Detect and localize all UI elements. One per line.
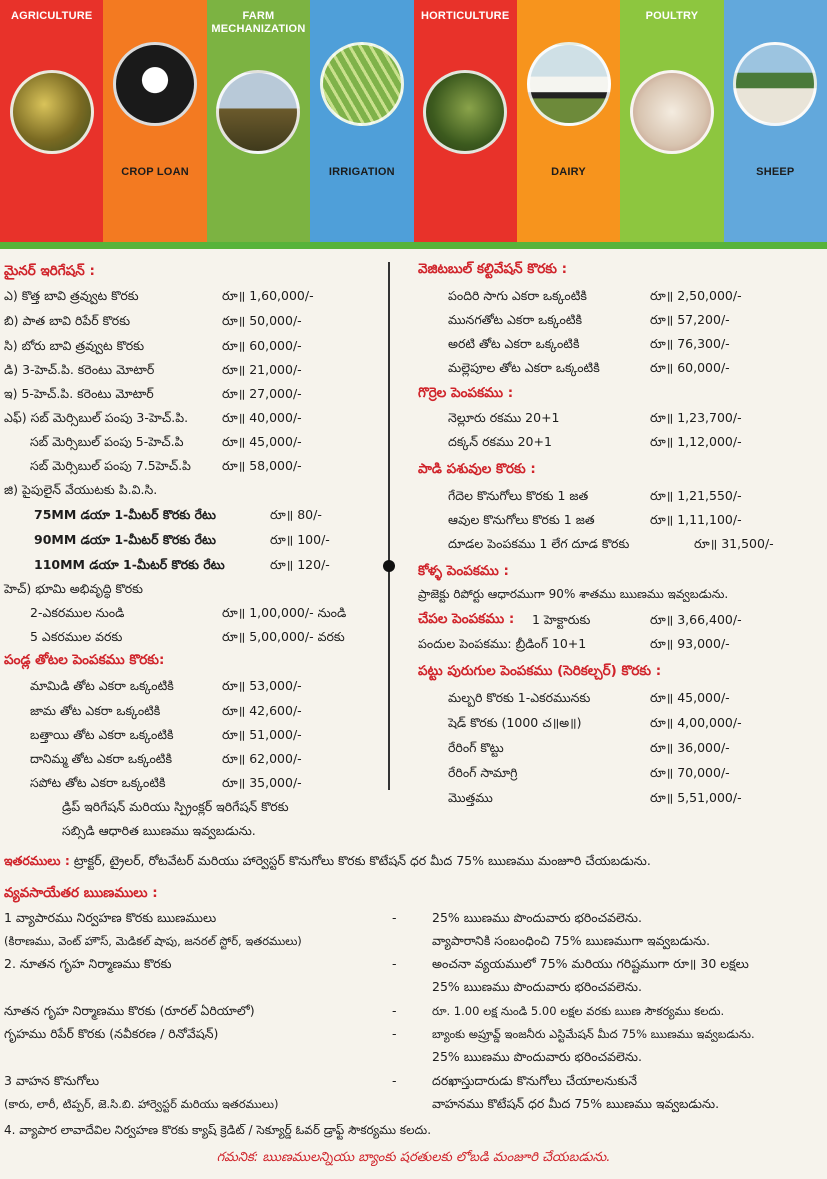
- list-item-amount: రూ॥ 51,000/-: [222, 727, 302, 742]
- list-item-amount: రూ॥ 36,000/-: [650, 740, 730, 755]
- business-right: 25% ఋణము పొందువారు భరించవలెను.: [432, 910, 642, 925]
- list-item-label: సి) బోరు బావి త్రవ్వుట కొరకు: [4, 338, 145, 353]
- vegetable-heading: వెజిటబుల్ కల్టివేషన్ కొరకు :: [418, 261, 568, 277]
- list-item-label: షెడ్ కొరకు (1000 చ॥అ॥): [448, 715, 582, 730]
- list-item-label: నెల్లూరు రకము 20+1: [448, 410, 560, 425]
- list-item-label: సపోట తోట ఎకరా ఒక్కంటికి: [30, 775, 166, 790]
- cow-photo-icon: [527, 42, 611, 126]
- list-item-amount: రూ॥ 42,600/-: [222, 703, 302, 718]
- drip-note-line: డ్రిప్ ఇరిగేషన్ మరియు స్ప్రింక్లర్ ఇరిగేషన్ కొరకు: [62, 799, 289, 814]
- list-item-label: రేరింగ్ సామాగ్రి: [448, 765, 518, 780]
- business-heading: వ్యవసాయేతర ఋణములు :: [4, 885, 158, 901]
- minor-irrigation-heading: మైనర్ ఇరిగేషన్ :: [4, 263, 95, 279]
- list-item-amount: రూ॥ 60,000/-: [650, 360, 730, 375]
- fish-amount: రూ॥ 3,66,400/-: [650, 612, 742, 627]
- list-item-label: బత్తాయి తోట ఎకరా ఒక్కంటికి: [30, 727, 174, 742]
- column-divider: [388, 262, 390, 790]
- list-item-amount: రూ॥ 31,500/-: [694, 536, 774, 551]
- dash: -: [392, 1003, 397, 1018]
- list-item-label: సబ్ మెర్సిబుల్ పంపు 5-హెచ్.పి: [30, 434, 184, 449]
- list-item-amount: రూ॥ 27,000/-: [222, 386, 302, 401]
- band-label: POULTRY: [645, 10, 699, 22]
- business-right: అంచనా వ్యయములో 75% మరియు గరిష్టముగా రూ॥ 30 లక్షలు: [432, 956, 749, 971]
- band-poultry[interactable]: [620, 0, 723, 246]
- list-item-label: గేదెల కొనుగోలు కొరకు 1 జత: [448, 488, 589, 503]
- business-left: (కిరాణము, వెంట్ హౌస్, మెడికల్ షాపు, జనరల్ స్టోర్, ఇతరములు): [4, 934, 302, 948]
- list-item-amount: రూ॥ 60,000/-: [222, 338, 302, 353]
- list-item-label: అరటి తోట ఎకరా ఒక్కంటికి: [448, 336, 580, 351]
- list-item-amount: రూ॥ 1,21,550/-: [650, 488, 742, 503]
- tractor-photo-icon: [216, 70, 300, 154]
- sprinkler-photo-icon: [320, 42, 404, 126]
- dash: -: [392, 910, 397, 925]
- list-item-amount: రూ॥ 58,000/-: [222, 458, 302, 473]
- list-item-label: 110MM డయా 1-మీటర్ కొరకు రేటు: [34, 557, 225, 572]
- list-item-amount: రూ॥ 70,000/-: [650, 765, 730, 780]
- list-item-amount: రూ॥ 80/-: [270, 507, 322, 522]
- poultry-heading: కోళ్ళ పెంపకము :: [418, 563, 509, 579]
- others-text: ట్రాక్టర్, ట్రైలర్, రోటవేటర్ మరియు హార్వెస్టర్ కొనుగోలు కొరకు కొటేషన్ ధర మీద 75% ఋణము మంజూరి చేయబడును.: [73, 853, 651, 868]
- band-label: CROP LOAN: [121, 166, 189, 178]
- list-item-label: 90MM డయా 1-మీటర్ కొరకు రేటు: [34, 532, 217, 547]
- list-item-label: మునగతోట ఎకరా ఒక్కంటికి: [448, 312, 583, 327]
- list-item-label: 2-ఎకరముల నుండి: [30, 605, 125, 620]
- band-horticulture[interactable]: [414, 0, 517, 246]
- business-right: దరఖాస్తుదారుడు కొనుగోలు చేయాలనుకునే: [432, 1073, 637, 1088]
- list-item-amount: రూ॥ 57,200/-: [650, 312, 730, 327]
- list-item-label: దక్కన్ రకము 20+1: [448, 434, 552, 449]
- sheep-heading: గొర్రెల పెంపకము :: [418, 385, 514, 401]
- list-item-label: జామ తోట ఎకరా ఒక్కంటికి: [30, 703, 161, 718]
- land-heading: హెచ్) భూమి అభివృద్ధి కొరకు: [4, 581, 143, 596]
- band-dairy[interactable]: [517, 0, 620, 246]
- drip-note-line: సబ్సిడి ఆధారిత ఋణము ఇవ్వబడును.: [62, 823, 256, 838]
- list-item-amount: రూ॥ 5,51,000/-: [650, 790, 742, 805]
- list-item-label: మల్బరి కొరకు 1-ఎకరమునకు: [448, 690, 591, 705]
- maize-photo-icon: [10, 70, 94, 154]
- list-item-label: పందిరి సాగు ఎకరా ఒక్కంటికి: [448, 288, 587, 303]
- band-label: FARM MECHANIZATION: [211, 10, 306, 35]
- orchards-heading: పండ్ల తోటల పెంపకము కొరకు:: [4, 652, 165, 668]
- list-item-label: మొత్తము: [448, 790, 493, 805]
- business-left: (కారు, లారీ, టిప్పర్, జె.సి.బి. హార్వెస్టర్ మరియు ఇతరములు): [4, 1097, 279, 1111]
- sericulture-heading: పట్టు పురుగుల పెంపకము (సెరికల్చర్) కొరకు :: [418, 663, 662, 679]
- business-right: 25% ఋణము పొందువారు భరించవలెను.: [432, 979, 642, 994]
- list-item-amount: రూ॥ 1,11,100/-: [650, 512, 742, 527]
- services-banner: [0, 0, 827, 246]
- list-item-label: ఎఫ్) సబ్ మెర్సిబుల్ పంపు 3-హెచ్.పి.: [4, 410, 189, 425]
- dash: -: [392, 956, 397, 971]
- list-item-amount: రూ॥ 40,000/-: [222, 410, 302, 425]
- list-item-amount: రూ॥ 1,12,000/-: [650, 434, 742, 449]
- list-item-amount: రూ॥ 50,000/-: [222, 313, 302, 328]
- poultry-text: ప్రాజెక్టు రిపోర్టు ఆధారముగా 90% శాతము ఋణము ఇవ్వబడును.: [418, 587, 729, 601]
- list-item-amount: రూ॥ 45,000/-: [222, 434, 302, 449]
- list-item-amount: రూ॥ 76,300/-: [650, 336, 730, 351]
- business-right: వాహనము కొటేషన్ ధర మీద 75% ఋణము ఇవ్వబడును.: [432, 1096, 720, 1111]
- list-item-amount: రూ॥ 100/-: [270, 532, 330, 547]
- fish-heading-extra: 1 హెక్టారుకు: [532, 612, 591, 627]
- pig-amount: రూ॥ 93,000/-: [650, 636, 730, 651]
- dash: -: [392, 1073, 397, 1088]
- list-item-label: దూడల పెంపకము 1 లేగ దూడ కొరకు: [448, 536, 630, 551]
- banner-divider: [0, 242, 827, 249]
- band-sheep[interactable]: [724, 0, 827, 246]
- bullet-dot-icon: [383, 560, 395, 572]
- list-item-label: డి) 3-హెచ్.పి. కరెంటు మోటార్: [4, 362, 155, 377]
- list-item-amount: రూ॥ 1,00,000/- నుండి: [222, 605, 347, 620]
- list-item-label: మామిడి తోట ఎకరా ఒక్కంటికి: [30, 678, 174, 693]
- others-label: ఇతరములు :: [4, 853, 70, 868]
- list-item-label: 75MM డయా 1-మీటర్ కొరకు రేటు: [34, 507, 217, 522]
- footer-note: గమనిక: ఋణములన్నియు బ్యాంకు షరతులకు లోబడి మంజూరి చేయబడును.: [216, 1150, 611, 1165]
- band-crop-loan[interactable]: [103, 0, 206, 246]
- list-item-amount: రూ॥ 1,60,000/-: [222, 288, 314, 303]
- pig-label: పందుల పెంపకము: బ్రీడింగ్ 10+1: [418, 636, 587, 651]
- crop-loan-photo-icon: [113, 42, 197, 126]
- band-agriculture[interactable]: [0, 0, 103, 246]
- dairy-heading: పాడి పశువుల కొరకు :: [418, 461, 536, 477]
- list-item-label: 5 ఎకరముల వరకు: [30, 629, 123, 644]
- list-item-amount: రూ॥ 5,00,000/- వరకు: [222, 629, 345, 644]
- list-item-label: మల్లెపూల తోట ఎకరా ఒక్కంటికి: [448, 360, 600, 375]
- list-item-amount: రూ॥ 62,000/-: [222, 751, 302, 766]
- list-item-label: బి) పాత బావి రిపేర్ కొరకు: [4, 313, 131, 328]
- band-label: DAIRY: [551, 166, 586, 178]
- band-label: IRRIGATION: [328, 166, 395, 178]
- list-item-label: దానిమ్మ తోట ఎకరా ఒక్కంటికి: [30, 751, 172, 766]
- business-right: 25% ఋణము పొందువారు భరించవలెను.: [432, 1049, 642, 1064]
- list-item-amount: రూ॥ 53,000/-: [222, 678, 302, 693]
- business-right: బ్యాంకు అప్రూవ్డ్ ఇంజనీరు ఎస్టిమేషన్ మీద 75% ఋణము ఇవ్వబడును.: [432, 1027, 755, 1041]
- list-item-label: ఆవుల కొనుగోలు కొరకు 1 జత: [448, 512, 595, 527]
- business-left: గృహము రిపేర్ కొరకు (నవీకరణ / రినోవేషన్): [4, 1026, 219, 1041]
- business-left: నూతన గృహ నిర్మాణము కొరకు (రూరల్ ఏరియాలో): [4, 1003, 255, 1018]
- list-item-amount: రూ॥ 2,50,000/-: [650, 288, 742, 303]
- others-line: [4, 853, 651, 869]
- business-item-4: 4. వ్యాపార లావాదేవిల నిర్వహణ కొరకు క్యాష్ క్రెడిట్ / సెక్యూర్డ్ ఓవర్ డ్రాఫ్ట్ సౌకర్యము కలదు.: [4, 1123, 432, 1137]
- sheep-photo-icon: [733, 42, 817, 126]
- pipeline-heading: జి) పైపులైన్ వేయుటకు పి.వి.సి.: [4, 482, 158, 497]
- business-left: 1 వ్యాపారము నిర్వహణ కొరకు ఋణములు: [4, 910, 217, 925]
- list-item-amount: రూ॥ 21,000/-: [222, 362, 302, 377]
- fruit-tree-photo-icon: [423, 70, 507, 154]
- business-right: వ్యాపారానికి సంబంధించి 75% ఋణముగా ఇవ్వబడును.: [432, 933, 711, 948]
- band-label: HORTICULTURE: [421, 10, 510, 22]
- list-item-label: ఇ) 5-హెచ్.పి. కరెంటు మోటార్: [4, 386, 154, 401]
- list-item-amount: రూ॥ 4,00,000/-: [650, 715, 742, 730]
- band-farm-mechanization[interactable]: [207, 0, 310, 246]
- list-item-label: సబ్ మెర్సిబుల్ పంపు 7.5హెచ్.పి: [30, 458, 191, 473]
- list-item-amount: రూ॥ 1,23,700/-: [650, 410, 742, 425]
- list-item-amount: రూ॥ 45,000/-: [650, 690, 730, 705]
- band-label: AGRICULTURE: [10, 10, 93, 22]
- list-item-amount: రూ॥ 35,000/-: [222, 775, 302, 790]
- business-left: 2. నూతన గృహ నిర్మాణము కొరకు: [4, 956, 172, 971]
- band-irrigation[interactable]: [310, 0, 413, 246]
- chicken-photo-icon: [630, 70, 714, 154]
- fish-heading: చేపల పెంపకము :: [418, 611, 515, 627]
- list-item-amount: రూ॥ 120/-: [270, 557, 330, 572]
- list-item-label: రేరింగ్ కొట్టు: [448, 740, 504, 755]
- business-left: 3 వాహన కొనుగోలు: [4, 1073, 100, 1088]
- band-label: SHEEP: [756, 166, 795, 178]
- list-item-label: ఎ) కొత్త బావి త్రవ్వుట కొరకు: [4, 288, 139, 303]
- business-right: రూ. 1.00 లక్ష నుండి 5.00 లక్షల వరకు ఋణ సౌకర్యము కలదు.: [432, 1004, 725, 1018]
- dash: -: [392, 1026, 397, 1041]
